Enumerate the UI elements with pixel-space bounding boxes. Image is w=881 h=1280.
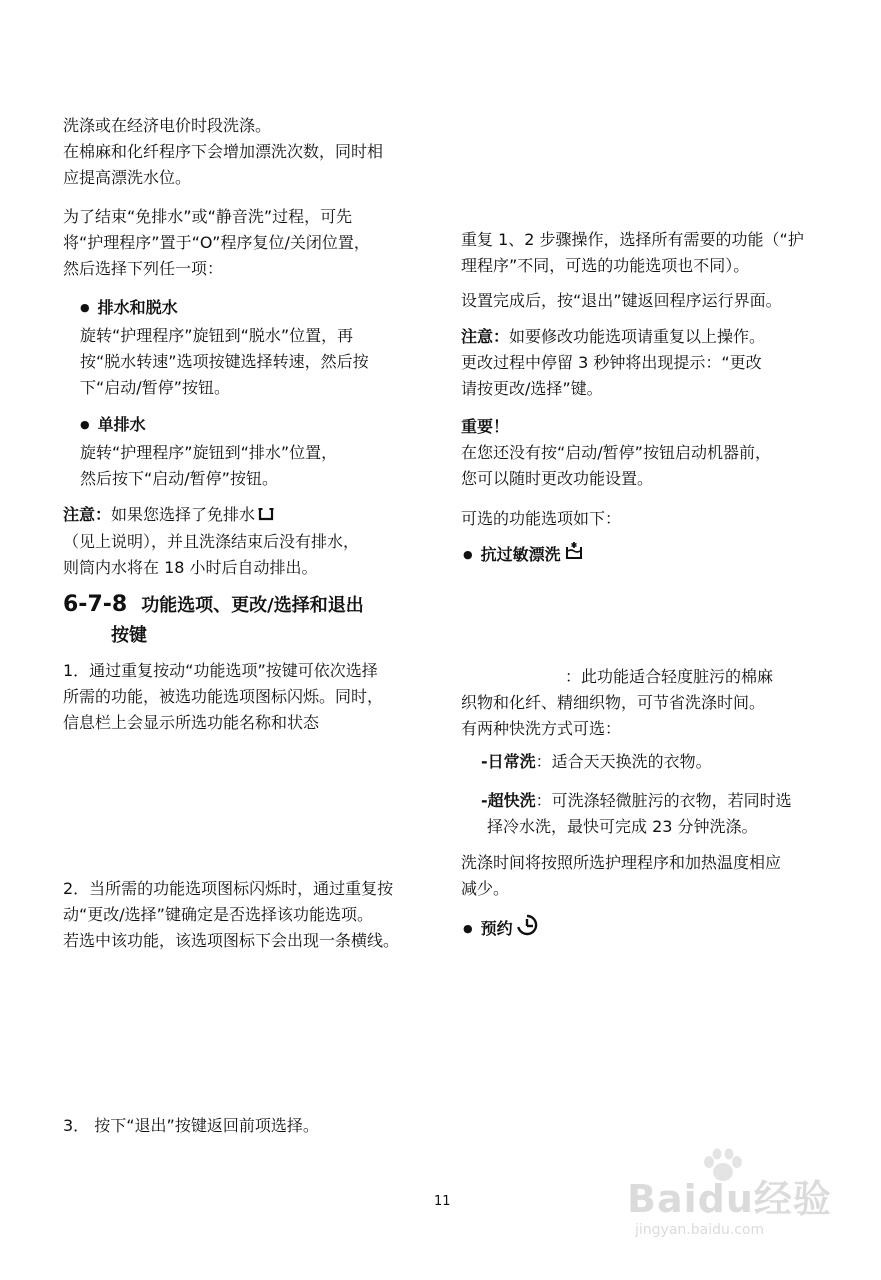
- text-line: 然后选择下列任一项：: [63, 259, 224, 278]
- super-text: ：可洗涤轻微脏污的衣物，若同时选: [535, 791, 792, 810]
- note-label: 注意：: [63, 505, 112, 524]
- text-line: （见上说明），并且洗涤结束后没有排水，: [63, 531, 360, 551]
- quick-wash-paragraph: [461, 664, 836, 742]
- text-line: 重复 1、2 步骤操作，选择所有需要的功能（“护: [461, 230, 804, 249]
- text-line: 请按更改/选择”键。: [461, 379, 603, 398]
- watermark-url: jingyan.baidu.com: [635, 1222, 765, 1238]
- super-quick-paragraph: [481, 788, 836, 840]
- text-line: 动“更改/选择”键确定是否选择该功能选项。: [63, 905, 373, 924]
- text-line: 减少。: [461, 879, 510, 898]
- end-process-paragraph: [63, 204, 435, 282]
- text-line: 织物和化纤、精细织物，可节省洗涤时间。: [461, 693, 766, 712]
- heading-number: 6-7-8: [63, 592, 128, 617]
- text-line: 应提高漂洗水位。: [63, 168, 192, 187]
- note-text: 如要修改功能选项请重复以上操作。: [509, 327, 766, 346]
- options-intro: 可选的功能选项如下：: [461, 509, 622, 528]
- bullet-drain-spin: [80, 295, 436, 401]
- wash-time-paragraph: [461, 850, 836, 902]
- step-2: [63, 876, 441, 954]
- text-line: 1．通过重复按动“功能选项”按键可依次选择: [63, 661, 378, 680]
- text-line: 2．当所需的功能选项图标闪烁时，通过重复按: [63, 879, 394, 898]
- text-line: 下“启动/暂停”按钮。: [80, 378, 230, 397]
- option-label: ● 抗过敏漂洗: [463, 545, 561, 564]
- exit-paragraph: 设置完成后，按“退出”键返回程序运行界面。: [461, 291, 782, 310]
- text-line: 更改过程中停留 3 秒钟将出现提示：“更改: [461, 353, 762, 372]
- bullet-title: ● 单排水: [80, 412, 436, 440]
- heading-title-cont: 按键: [111, 625, 147, 646]
- text-line: 若选中该功能，该选项图标下会出现一条横线。: [63, 931, 400, 950]
- timer-icon: [516, 914, 538, 944]
- bullet-title: ● 排水和脱水: [80, 295, 436, 323]
- text-line: 理程序”不同，可选的功能选项也不同）。: [461, 256, 750, 275]
- important-label: 重要！: [461, 417, 510, 436]
- super-label: -超快洗: [481, 791, 536, 810]
- repeat-steps-paragraph: [461, 227, 836, 279]
- note-text: 如果您选择了免排水: [111, 505, 256, 524]
- text-line: 在您还没有按“启动/暂停”按钮启动机器前，: [461, 443, 771, 462]
- note-label: 注意：: [461, 327, 510, 346]
- text-line: 则筒内水将在 18 小时后自动排出。: [63, 557, 318, 577]
- heading-title: 功能选项、更改/选择和退出: [141, 595, 364, 616]
- allergy-rinse-icon: [564, 541, 584, 569]
- text-line: 洗涤时间将按照所选护理程序和加热温度相应: [461, 853, 782, 872]
- option-allergy-rinse: [463, 541, 584, 570]
- text-line: ：此功能适合轻度脏污的棉麻: [565, 667, 774, 686]
- bullet-drain-only: [80, 412, 436, 492]
- text-line: 在棉麻和化纤程序下会增加漂洗次数，同时相: [63, 142, 384, 161]
- text-line: 按“脱水转速”选项按键选择转速，然后按: [80, 352, 369, 371]
- text-line: 将“护理程序”置于“O”程序复位/关闭位置，: [63, 233, 370, 252]
- watermark-brand: Baidu经验: [627, 1177, 832, 1221]
- no-drain-icon: [258, 503, 274, 529]
- text-line: 择冷水洗，最快可完成 23 分钟洗涤。: [487, 817, 758, 836]
- daily-text: ：适合天天换洗的衣物。: [535, 752, 712, 771]
- text-line: 有两种快洗方式可选：: [461, 719, 622, 738]
- daily-wash-line: [481, 749, 712, 775]
- baidu-watermark: [627, 1148, 837, 1248]
- text-line: 您可以随时更改功能设置。: [461, 469, 654, 488]
- note-paragraph: [63, 502, 435, 581]
- section-heading: [63, 590, 443, 651]
- page-number: 11: [434, 1194, 451, 1209]
- note-modify-paragraph: [461, 324, 836, 402]
- text-line: 然后按下“启动/暂停”按钮。: [80, 469, 278, 488]
- text-line: 洗涤或在经济电价时段洗涤。: [63, 116, 272, 135]
- daily-label: -日常洗: [481, 752, 536, 771]
- text-line: 旋转“护理程序”旋钮到“排水”位置，: [80, 443, 338, 462]
- option-label: ● 预约: [463, 919, 513, 938]
- step-3: 3． 按下“退出”按键返回前项选择。: [63, 1116, 319, 1135]
- step-1: [63, 658, 435, 736]
- left-column: [63, 113, 435, 191]
- text-line: 为了结束“免排水”或“静音洗”过程，可先: [63, 207, 353, 226]
- important-paragraph: [461, 414, 836, 492]
- option-timer: [463, 914, 538, 944]
- text-line: 信息栏上会显示所选功能名称和状态: [63, 713, 320, 732]
- text-line: 所需的功能，被选功能选项图标闪烁。同时，: [63, 687, 384, 706]
- text-line: 旋转“护理程序”旋钮到“脱水”位置，再: [80, 326, 354, 345]
